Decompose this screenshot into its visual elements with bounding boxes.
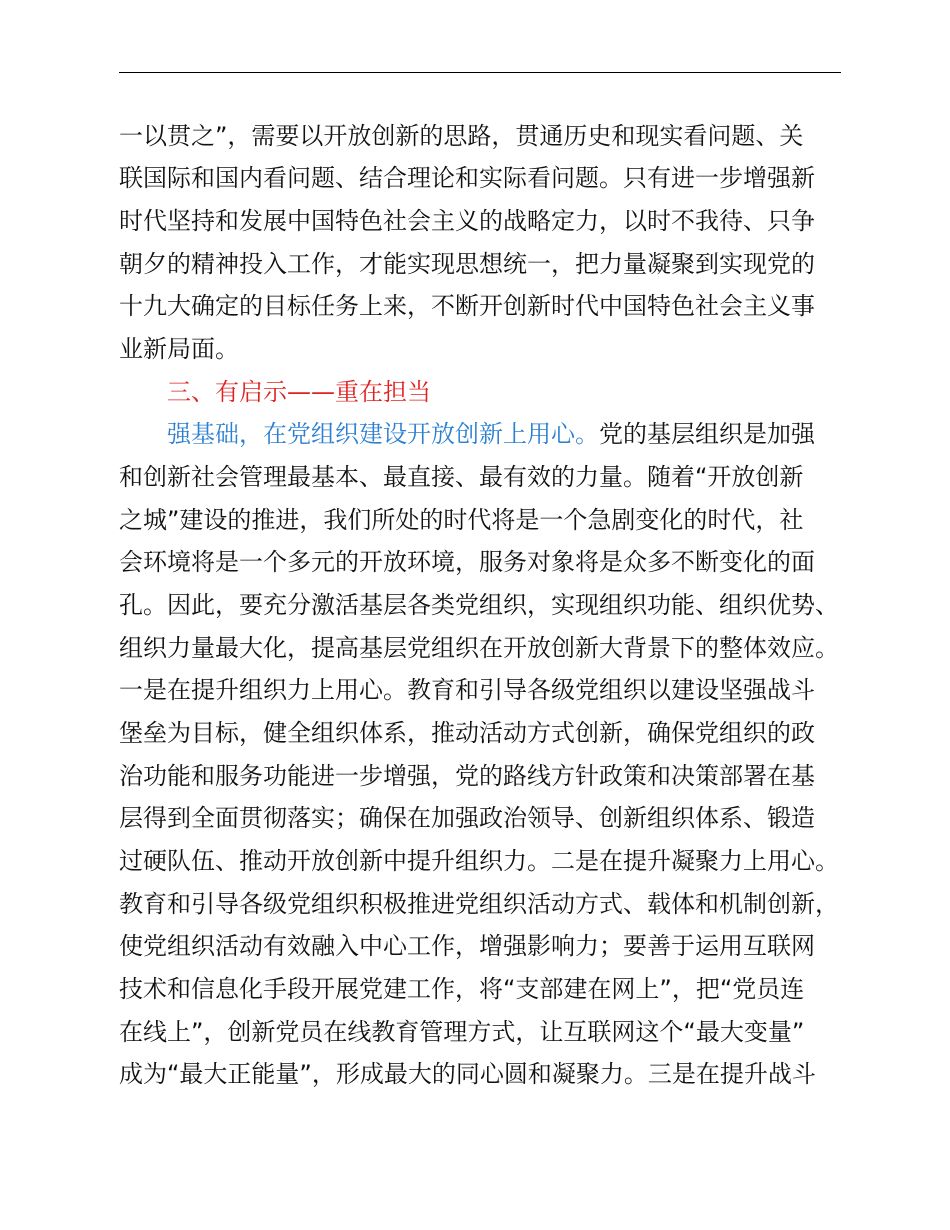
paragraph2-line: 在线上”，创新党员在线教育管理方式，让互联网这个“最大变量” bbox=[119, 1018, 805, 1046]
first-line-rest: 党的基层组织是加强 bbox=[599, 420, 815, 448]
paragraph2-first-line bbox=[167, 416, 850, 452]
paragraph2-line: 和创新社会管理最基本、最直接、最有效的力量。随着“开放创新 bbox=[119, 463, 804, 491]
paragraph1-line: 时代坚持和发展中国特色社会主义的战略定力，以时不我待、只争 bbox=[119, 207, 815, 235]
paragraph1-line: 十九大确定的目标任务上来，不断开创新时代中国特色社会主义事 bbox=[119, 292, 815, 320]
section-heading: 三、有启示——重在担当 bbox=[167, 378, 431, 406]
paragraph2-line: 成为“最大正能量”，形成最大的同心圆和凝聚力。三是在提升战斗 bbox=[119, 1060, 816, 1088]
paragraph2-line: 过硬队伍、推动开放创新中提升组织力。二是在提升凝聚力上用心。 bbox=[119, 847, 839, 875]
paragraph1-line: 朝夕的精神投入工作，才能实现思想统一，把力量凝聚到实现党的 bbox=[119, 250, 815, 278]
paragraph2-line: 之城”建设的推进，我们所处的时代将是一个急剧变化的时代，社 bbox=[119, 506, 804, 534]
paragraph2-line: 治功能和服务功能进一步增强，党的路线方针政策和决策部署在基 bbox=[119, 762, 815, 790]
header-rule bbox=[119, 72, 841, 73]
paragraph2-line: 会环境将是一个多元的开放环境，服务对象将是众多不断变化的面 bbox=[119, 548, 815, 576]
paragraph2-line: 技术和信息化手段开展党建工作，将“支部建在网上”，把“党员连 bbox=[119, 975, 805, 1003]
paragraph2-line: 教育和引导各级党组织积极推进党组织活动方式、载体和机制创新， bbox=[119, 890, 839, 918]
paragraph1-line: 联国际和国内看问题、结合理论和实际看问题。只有进一步增强新 bbox=[119, 164, 815, 192]
paragraph2-line: 使党组织活动有效融入中心工作，增强影响力；要善于运用互联网 bbox=[119, 932, 815, 960]
paragraph1-line: 业新局面。 bbox=[119, 335, 239, 363]
paragraph2-line: 孔。因此，要充分激活基层各类党组织，实现组织功能、组织优势、 bbox=[119, 591, 839, 619]
paragraph2-line: 组织力量最大化，提高基层党组织在开放创新大背景下的整体效应。 bbox=[119, 634, 839, 662]
lead-sentence: 强基础，在党组织建设开放创新上用心。 bbox=[167, 420, 599, 448]
paragraph2-line: 一是在提升组织力上用心。教育和引导各级党组织以建设坚强战斗 bbox=[119, 676, 815, 704]
paragraph2-line: 层得到全面贯彻落实；确保在加强政治领导、创新组织体系、锻造 bbox=[119, 804, 815, 832]
paragraph1-line: 一以贯之”，需要以开放创新的思路，贯通历史和现实看问题、关 bbox=[119, 122, 804, 150]
paragraph2-line: 堡垒为目标，健全组织体系，推动活动方式创新，确保党组织的政 bbox=[119, 719, 815, 747]
